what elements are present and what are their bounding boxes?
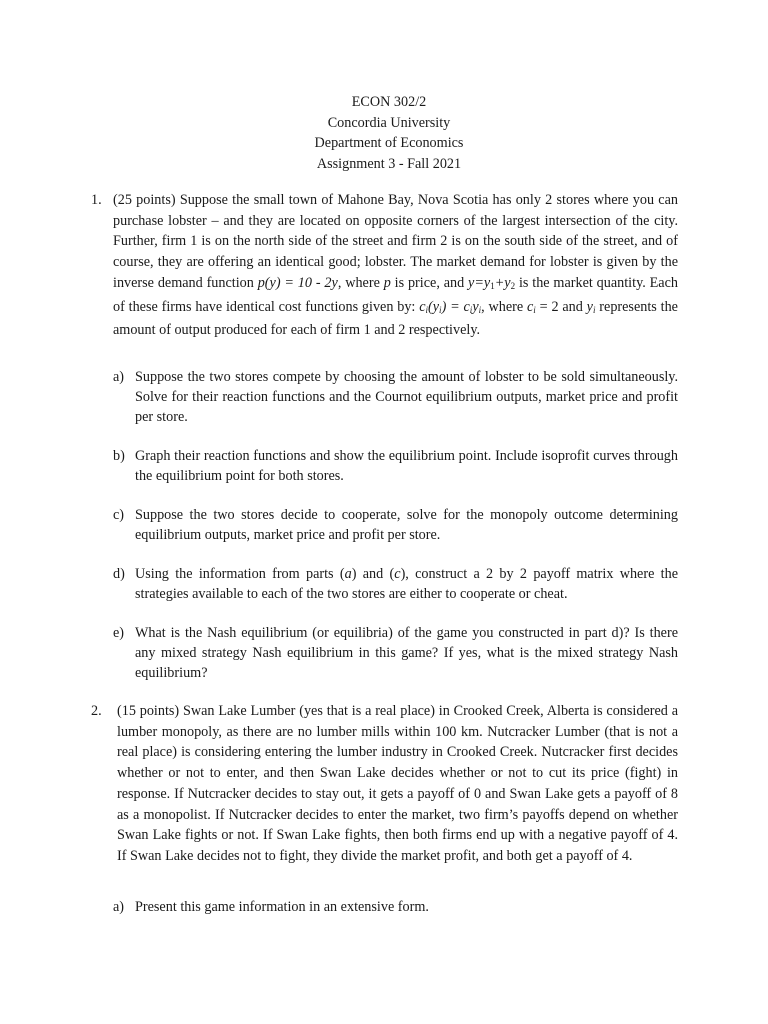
q2-part-a-text: Present this game information in an extensive form. [135,899,429,915]
question-2-number: 2. [91,703,102,719]
question-1-number: 1. [91,192,102,208]
q1-part-a-letter: a) [113,369,125,385]
course-code: ECON 302/2 [351,94,427,110]
q1-part-c-text: Suppose the two stores decide to cooperate, solve for the monopoly outcome determining equilibrium outputs, market price and profit per store. [135,507,678,543]
assignment-title: Assignment 3 - Fall 2021 [316,155,462,172]
q2-part-a-letter: a) [113,899,125,915]
question-2-text: (15 points) Swan Lake Lumber (yes that is a real place) in Crooked Creek, Alberta is considered a lumber monopoly, as there are no lumber mills within 100 km. Nutcracker Lumber (that is not a real place) is considering entering the lumber industry in Crooked Creek. Nutcracker first decides whether or not to enter, and then Swan Lake decides whether or not to cut its price (fight) in response. If Nutcracker decides to stay out, it gets a payoff of 0 and Swan Lake gets a payoff of 8 as a monopolist. If Nutcracker decides to enter the market, two firm’s payoffs depend on whether Swan Lake fights or not. If Swan Lake fights, then both firms end up with a negative payoff of 4. If Swan Lake decides not to fight, they divide the market profit, and both get a payoff of 4. [117,703,678,864]
question-1-text: (25 points) Suppose the small town of Mahone Bay, Nova Scotia has only 2 stores where you can purchase lobster – and they are located on opposite corners of the largest intersection of the city. Further, firm 1 is on the north side of the street and firm 2 is on the south side of the street, and of course, they are offering an identical good; lobster. The market demand for lobster is given by the inverse demand function p(y) = 10 - 2y, where p is price, and $y=y_1+y_2$ is the market quantity. Each of these firms have identical cost functions given by: $c_i(y_i) = c_iy_i$, where $c_i = 2$ and $y_i$ represents the amount of output produced for each of firm 1 and 2 respectively. [113,192,678,339]
university-name: Concordia University [327,114,451,131]
q1-part-a-text: Suppose the two stores compete by choosing the amount of lobster to be sold simultaneously. Solve for their reaction functions and the Cournot equilibrium outputs, market price and profit per store. [135,369,678,425]
document-header [0,92,768,174]
q1-part-b-text: Graph their reaction functions and show the equilibrium point. Include isoprofit curves through the equilibrium point for both stores. [135,448,678,484]
q1-part-d-text: Using the information from parts (a) and (c), construct a 2 by 2 payoff matrix where the strategies available to each of the two stores are either to cooperate or cheat. [135,566,679,602]
q1-part-c-letter: c) [113,507,125,523]
q1-part-d-letter: d) [113,566,125,582]
department-name: Department of Economics [314,135,464,151]
q1-part-b-letter: b) [113,448,125,464]
q1-part-e-text: What is the Nash equilibrium (or equilibria) of the game you constructed in part d)? Is there any mixed strategy Nash equilibrium in this game? If yes, what is the mixed strategy Nash equilibrium? [135,625,678,681]
q1-part-e-letter: e) [113,625,125,641]
